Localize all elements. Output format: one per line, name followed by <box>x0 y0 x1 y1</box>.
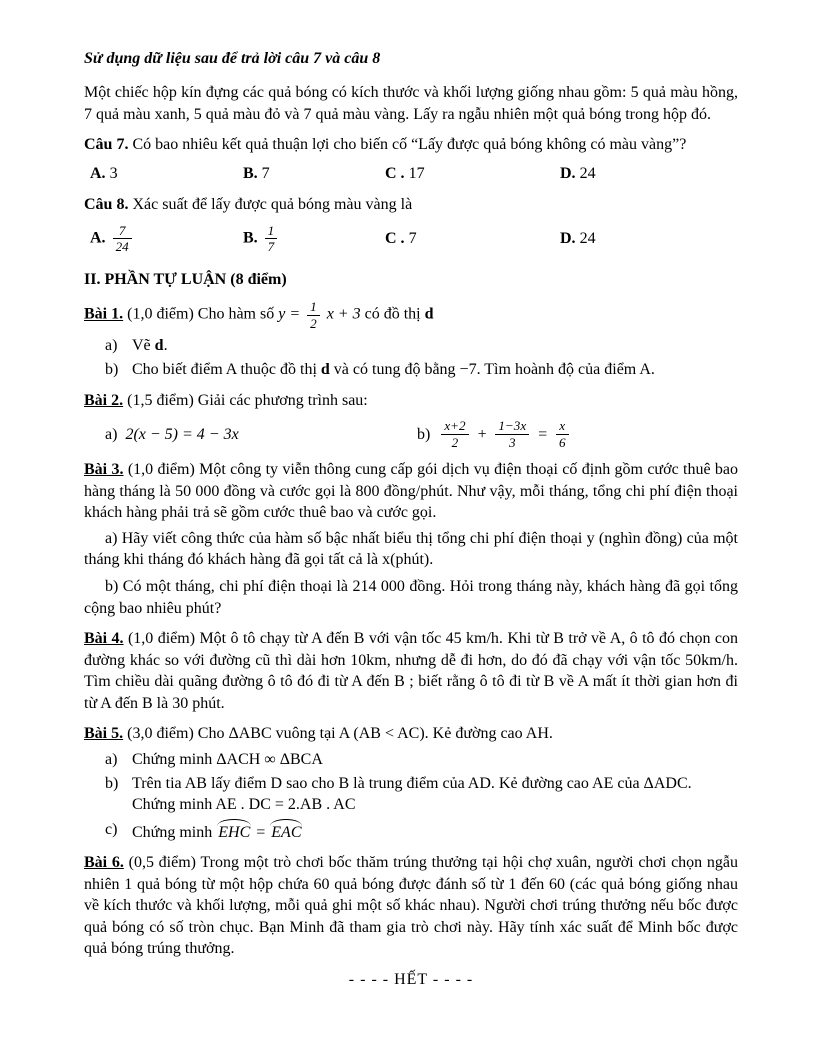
fraction-denominator: 2 <box>310 315 317 331</box>
option-c: C . 7 <box>385 229 417 247</box>
bai-2-equations <box>105 418 738 450</box>
question-8-label: Câu 8. <box>84 196 129 214</box>
fraction <box>265 223 278 255</box>
bai-2-equation-a: a) 2(x − 5) = 4 − 3x <box>105 425 239 443</box>
fraction: $\frac{x+2}{2}$ <box>441 418 468 450</box>
angle-eac: EAC <box>269 819 303 843</box>
bai-3-header <box>84 459 738 523</box>
bai-5-item-c: c) Chứng minh EHC = EAC <box>105 819 738 843</box>
bai-5-intro: (3,0 điểm) Cho ΔABC vuông tại A (AB < AC). Kẻ đường cao AH. <box>127 725 553 743</box>
bai-1-item-b: b) Cho biết điểm A thuộc đồ thị d và có tung độ bằng −7. Tìm hoành độ của điểm A. <box>105 361 655 379</box>
bai-1-math-post: x + 3 <box>326 305 361 323</box>
bai-4-label: Bài 4. <box>84 630 124 648</box>
bai-2-label: Bài 2. <box>84 391 124 409</box>
bai-4-text: (1,0 điểm) Một ô tô chạy từ A đến B với vận tốc 45 km/h. Khi từ B trở về A, ô tô đó chọn con đường khác so với đường cũ thì dài hơn 10km, nhưng dễ đi hơn, do đó đã chạy với vận tốc 50km/h. Tìm chiều dài quãng đường ô tô đó đi từ A đến B ; biết rằng ô tô đi từ B về A mất ít thời gian hơn đi từ A đến B là 30 phút. <box>84 630 738 712</box>
bai-1-post: có đồ thị <box>364 305 421 323</box>
bai-2-header <box>84 390 738 411</box>
bai-1-d: d <box>424 305 434 323</box>
fraction-denominator: 7 <box>267 239 275 255</box>
bai-5-label: Bài 5. <box>84 725 124 743</box>
option-a: A. 3 <box>90 164 118 182</box>
question-7-label: Câu 7. <box>84 136 129 154</box>
fraction: $\frac{x}{6}$ <box>556 418 569 450</box>
fraction <box>307 299 320 331</box>
fraction-numerator: 7 <box>113 223 132 239</box>
bai-1-item-a: a) Vẽ d. <box>105 337 168 354</box>
bai-3-item-a: a) Hãy viết công thức của hàm số bậc nhất biểu thị tổng chi phí điện thoại y (nghìn đồng) của một tháng khi tháng đó khách hàng đã gọi tất cả là x(phút). <box>84 529 738 569</box>
fraction-numerator: 1 <box>265 223 278 239</box>
bai-1-pre: (1,0 điểm) Cho hàm số <box>127 305 275 323</box>
bai-6-header <box>84 852 738 959</box>
fraction <box>113 223 132 255</box>
option-b: B. $\frac{1}{7}$ <box>243 223 385 255</box>
bai-3-label: Bài 3. <box>84 461 124 479</box>
question-8-options <box>90 223 738 255</box>
bai-5-header <box>84 723 738 744</box>
fraction-denominator: 24 <box>115 239 129 255</box>
fraction: $\frac{1-3x}{3}$ <box>495 418 529 450</box>
bai-4-header <box>84 628 738 714</box>
bai-1-label: Bài 1. <box>84 305 124 323</box>
section-2-title: II. PHẦN TỰ LUẬN (8 điểm) <box>84 270 287 288</box>
bai-2-intro: (1,5 điểm) Giải các phương trình sau: <box>127 391 368 409</box>
bai-3-intro: (1,0 điểm) Một công ty viễn thông cung cấp gói dịch vụ điện thoại cố định gồm cước thuê bao hàng tháng là 50 000 đồng và cước gọi là 800 đồng/phút. Như vậy, mỗi tháng, tổng chi phí điện thoại khách hàng phải trả sẽ gồm cước thuê bao và cước gọi. <box>84 461 739 522</box>
bai-3-item-b: b) Có một tháng, chi phí điện thoại là 214 000 đồng. Hỏi trong tháng này, khách hàng đã gọi tổng cộng bao nhiêu phút? <box>84 578 738 617</box>
intro-paragraph: Một chiếc hộp kín đựng các quả bóng có kích thước và khối lượng giống nhau gồm: 5 quả màu hồng, 7 quả màu xanh, 5 quả màu đỏ và 7 quả màu vàng. Lấy ra ngẫu nhiên một quả bóng trong hộp đó. <box>84 84 738 123</box>
bai-6-label: Bài 6. <box>84 854 124 872</box>
option-d: D. 24 <box>560 164 596 182</box>
angle-ehc: EHC <box>216 819 252 843</box>
usage-note: Sử dụng dữ liệu sau để trả lời câu 7 và câu 8 <box>84 50 381 67</box>
bai-5-item-b: b) Trên tia AB lấy điểm D sao cho B là trung điểm của AD. Kẻ đường cao AE của ΔADC. Chứng minh AE . DC = 2.AB . AC <box>105 774 692 814</box>
question-7 <box>84 134 738 155</box>
option-d: D. 24 <box>560 229 596 247</box>
bai-2-equation-b: b) $\frac{x+2}{2}$ + $\frac{1-3x}{3}$ = $\frac{x}{6}$ <box>417 418 572 450</box>
bai-6-text: (0,5 điểm) Trong một trò chơi bốc thăm trúng thưởng tại hội chợ xuân, người chơi chọn ngẫu nhiên 1 quả bóng từ một hộp chứa 60 quả bóng được đánh số từ 1 đến 60 (các quả bóng giống nhau về kích thước và khối lượng, mỗi quả ghi một số khác nhau). Người chơi trúng thưởng nếu bốc được quả bóng có số tròn chục. Bạn Minh đã tham gia trò chơi này. Hãy tính xác suất để Minh bốc được quả bóng trúng thưởng. <box>84 854 739 958</box>
question-8 <box>84 194 738 215</box>
bai-1-header <box>84 299 738 331</box>
question-7-options <box>90 163 738 184</box>
option-b: B. 7 <box>243 164 270 182</box>
bai-1-math-pre: y = <box>278 305 301 323</box>
end-marker: - - - - HẾT - - - - <box>348 971 474 989</box>
question-8-text: Xác suất để lấy được quả bóng màu vàng là <box>132 196 413 214</box>
option-a: A. $\frac{7}{24}$ <box>90 223 243 255</box>
question-7-text: Có bao nhiêu kết quả thuận lợi cho biến cố “Lấy được quả bóng không có màu vàng”? <box>132 136 687 154</box>
bai-5-item-a: a) Chứng minh ΔACH ∞ ΔBCA <box>105 750 323 768</box>
option-c: C . 17 <box>385 164 425 182</box>
fraction-numerator: 1 <box>307 299 320 315</box>
